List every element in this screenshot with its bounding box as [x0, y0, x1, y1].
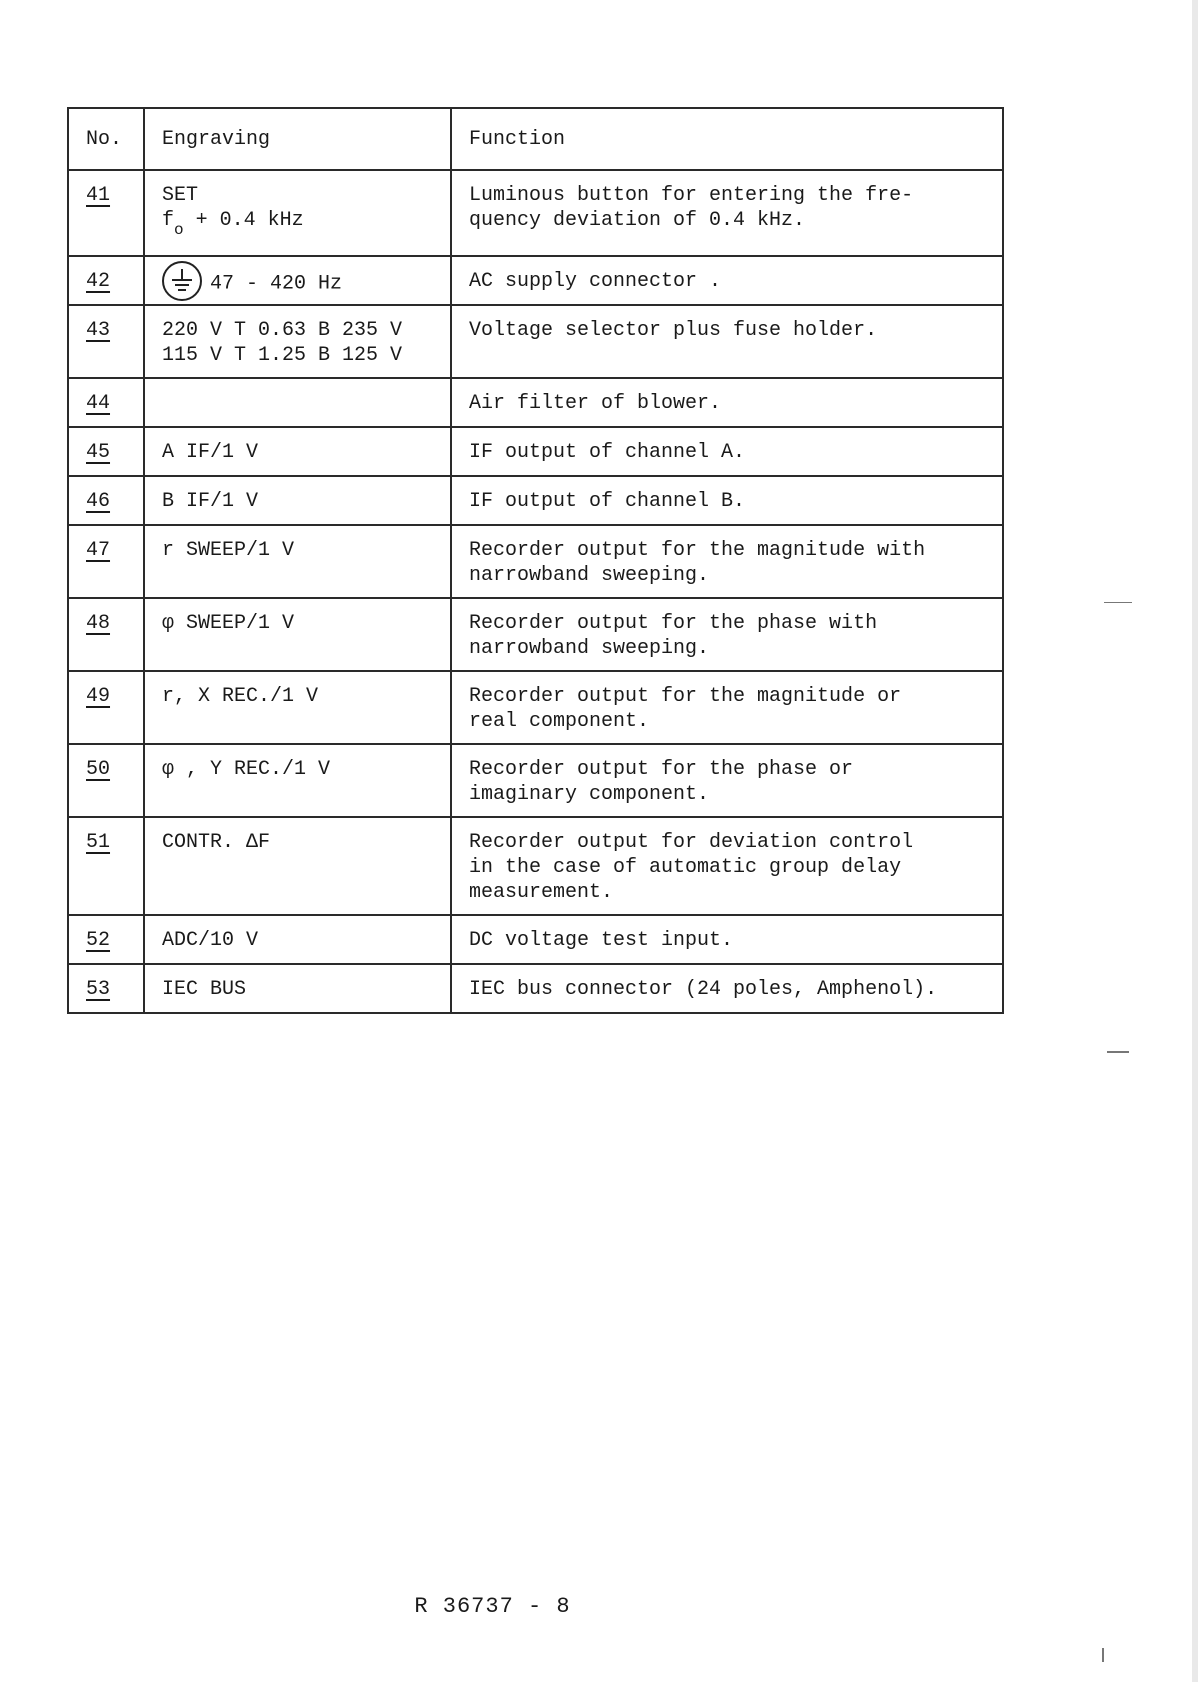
function-cell: IF output of channel A. — [451, 427, 1003, 476]
item-number-label: 48 — [86, 612, 111, 635]
item-number — [68, 170, 144, 256]
item-number — [68, 256, 144, 305]
function-cell: Luminous button for entering the fre- quency deviation of 0.4 kHz. — [451, 170, 1003, 256]
item-number-label: 42 — [86, 270, 111, 293]
function-cell: AC supply connector . — [451, 256, 1003, 305]
table-row — [68, 598, 1003, 671]
item-number-label: 45 — [86, 441, 111, 464]
engraving-cell — [144, 256, 451, 305]
column-header-no: No. — [68, 108, 144, 170]
item-number-label: 46 — [86, 490, 111, 513]
engraving-text: 220 V T 0.63 B 235 V 115 V T 1.25 B 125 V — [162, 319, 403, 367]
item-number-label: 50 — [86, 758, 111, 781]
table-row — [68, 378, 1003, 427]
function-cell: Recorder output for the magnitude with narrowband sweeping. — [451, 525, 1003, 598]
scan-edge-mark — [1102, 1648, 1104, 1662]
function-cell: Recorder output for deviation control in the case of automatic group delay measurement. — [451, 817, 1003, 915]
table-row — [68, 170, 1003, 256]
engraving-cell — [144, 525, 451, 598]
engraving-text: r SWEEP/1 V — [162, 539, 295, 562]
earth-ground-icon — [162, 261, 202, 301]
engraving-text: 47 - 420 Hz — [210, 272, 343, 296]
column-header-function: Function — [451, 108, 1003, 170]
engraving-cell — [144, 817, 451, 915]
function-cell: Voltage selector plus fuse holder. — [451, 305, 1003, 378]
function-cell: Air filter of blower. — [451, 378, 1003, 427]
table-row — [68, 525, 1003, 598]
item-number — [68, 305, 144, 378]
item-number — [68, 817, 144, 915]
item-number-label: 52 — [86, 929, 111, 952]
function-cell: IEC bus connector (24 poles, Amphenol). — [451, 964, 1003, 1013]
engraving-text: φ SWEEP/1 V — [162, 612, 295, 635]
item-number-label: 44 — [86, 392, 111, 415]
engraving-text-line2-rest: + 0.4 kHz — [183, 209, 304, 232]
item-number-label: 53 — [86, 978, 111, 1001]
engraving-cell — [144, 170, 451, 256]
engraving-text: SET — [162, 184, 199, 207]
engraving-cell — [144, 671, 451, 744]
item-number — [68, 598, 144, 671]
engraving-cell — [144, 744, 451, 817]
table-row — [68, 256, 1003, 305]
scan-edge-mark — [1107, 1051, 1129, 1053]
scan-edge-mark — [1104, 602, 1132, 603]
item-number — [68, 964, 144, 1013]
engraving-cell — [144, 476, 451, 525]
engraving-text-line2: f — [162, 209, 175, 232]
function-cell: Recorder output for the phase or imaginary component. — [451, 744, 1003, 817]
engraving-table — [67, 107, 1004, 1014]
engraving-cell — [144, 427, 451, 476]
item-number — [68, 476, 144, 525]
document-reference: R 36737 - 8 — [414, 1594, 571, 1619]
engraving-subscript: o — [174, 221, 184, 239]
engraving-text: A IF/1 V — [162, 441, 259, 464]
item-number-label: 51 — [86, 831, 111, 854]
column-header-engraving: Engraving — [144, 108, 451, 170]
item-number — [68, 378, 144, 427]
engraving-text: IEC BUS — [162, 978, 247, 1001]
engraving-text: B IF/1 V — [162, 490, 259, 513]
engraving-cell — [144, 915, 451, 964]
item-number-label: 49 — [86, 685, 111, 708]
engraving-cell — [144, 964, 451, 1013]
item-number — [68, 427, 144, 476]
scan-edge — [1192, 0, 1198, 1682]
table-row — [68, 817, 1003, 915]
function-cell: Recorder output for the magnitude or real component. — [451, 671, 1003, 744]
table-row — [68, 427, 1003, 476]
function-cell: IF output of channel B. — [451, 476, 1003, 525]
engraving-text: φ , Y REC./1 V — [162, 758, 331, 781]
engraving-cell — [144, 378, 451, 427]
item-number — [68, 671, 144, 744]
item-number-label: 47 — [86, 539, 111, 562]
table-header-row — [68, 108, 1003, 170]
table-body — [68, 170, 1003, 1013]
engraving-text: CONTR. ΔF — [162, 831, 271, 854]
table-row — [68, 915, 1003, 964]
engraving-cell — [144, 305, 451, 378]
table-row — [68, 671, 1003, 744]
engraving-text: r, X REC./1 V — [162, 685, 319, 708]
item-number-label: 43 — [86, 319, 111, 342]
item-number — [68, 915, 144, 964]
table-row — [68, 476, 1003, 525]
engraving-cell — [144, 598, 451, 671]
function-cell: Recorder output for the phase with narrowband sweeping. — [451, 598, 1003, 671]
table-row — [68, 305, 1003, 378]
engraving-text: ADC/10 V — [162, 929, 259, 952]
function-cell: DC voltage test input. — [451, 915, 1003, 964]
table-row — [68, 744, 1003, 817]
item-number-label: 41 — [86, 184, 111, 207]
item-number — [68, 525, 144, 598]
table-row — [68, 964, 1003, 1013]
item-number — [68, 744, 144, 817]
